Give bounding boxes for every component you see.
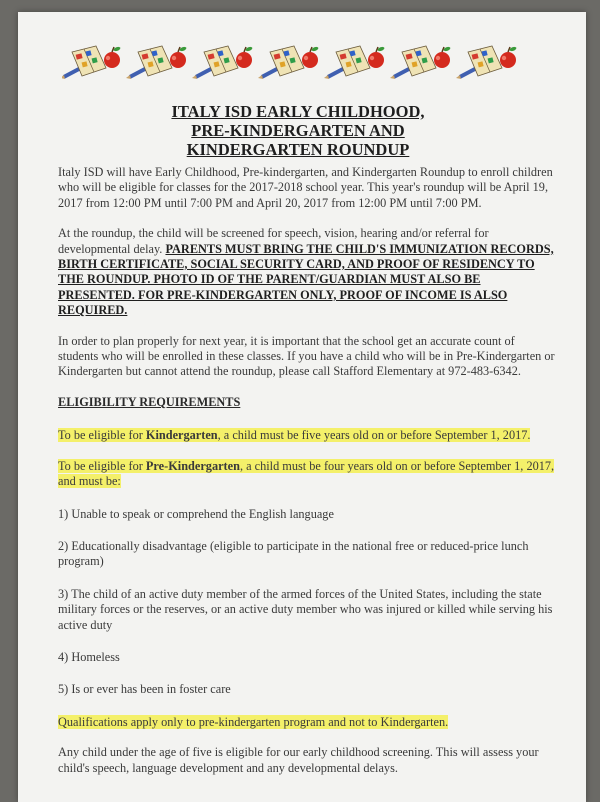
prek-text-end: , a child must be four years old on or before September 1, 2017, and must be: bbox=[58, 458, 555, 489]
required-documents-notice: PARENTS MUST BRING THE CHILD'S IMMUNIZATION RECORDS, BIRTH CERTIFICATE, SOCIAL SECURITY CARD, AND PROOF OF RESIDENCY TO THE ROUNDUP. PHOTO ID OF THE PARENT/GUARDIAN MUST ALSO BE PRESENTED. FOR PRE-KINDERGARTEN ONLY, PROOF OF INCOME IS ALSO REQUIRED. bbox=[58, 241, 554, 318]
qualifications-note bbox=[58, 715, 558, 730]
prek-text-start: To be eligible for bbox=[58, 458, 146, 473]
screening-paragraph bbox=[58, 226, 558, 318]
prek-label: Pre-Kindergarten bbox=[145, 458, 240, 473]
flyer-body bbox=[58, 165, 558, 791]
title-line-3: KINDERGARTEN ROUNDUP bbox=[186, 140, 410, 159]
prek-eligibility bbox=[58, 459, 558, 490]
list-item: 3) The child of an active duty member of the armed forces of the United States, including the state military forces or the reserves, or an active duty member who was injured or killed while serving his active duty bbox=[58, 586, 553, 632]
screening-text: At the roundup, the child will be screened for speech, vision, hearing and/or referral for developmental delay. bbox=[58, 226, 489, 256]
kindergarten-text-start: To be eligible for bbox=[58, 428, 146, 443]
school-supplies-banner bbox=[62, 36, 522, 82]
page-title bbox=[58, 102, 538, 159]
intro-paragraph: Italy ISD will have Early Childhood, Pre-kindergarten, and Kindergarten Roundup to enroll children who will be eligible for classes for the 2017-2018 school year. This year's roundup will be April 19, 2017 from 12:00 PM until 7:00 PM and April 20, 2017 from 12:00 PM until 7:00 PM. bbox=[58, 165, 553, 210]
list-item: 4) Homeless bbox=[58, 649, 120, 664]
qualifications-text: Qualifications apply only to pre-kindergarten program and not to Kindergarten. bbox=[58, 714, 449, 729]
kindergarten-text-end: , a child must be five years old on or before September 1, 2017. bbox=[217, 428, 531, 443]
list-item: 2) Educationally disadvantage (eligible to participate in the national free or reduced-price lunch program) bbox=[58, 538, 529, 569]
kindergarten-label: Kindergarten bbox=[145, 428, 218, 443]
kindergarten-eligibility bbox=[58, 428, 558, 443]
flyer-page bbox=[18, 12, 586, 802]
screening-eligibility-note: Any child under the age of five is eligible for our early childhood screening. This will assess your child's speech, language development and any developmental delays. bbox=[58, 745, 539, 775]
title-line-2: PRE-KINDERGARTEN AND bbox=[191, 121, 405, 140]
eligibility-heading: ELIGIBILITY REQUIREMENTS bbox=[58, 394, 241, 409]
planning-paragraph: In order to plan properly for next year, it is important that the school get an accurate count of students who will be enrolled in these classes. If you have a child who will be in Pre-Kindergarten or Kindergarten but cannot attend the roundup, please call Stafford Elementary at 972-483-6342. bbox=[58, 333, 555, 379]
list-item: 1) Unable to speak or comprehend the English language bbox=[58, 506, 334, 521]
title-line-1: ITALY ISD EARLY CHILDHOOD, bbox=[171, 102, 425, 121]
list-item: 5) Is or ever has been in foster care bbox=[58, 682, 231, 697]
